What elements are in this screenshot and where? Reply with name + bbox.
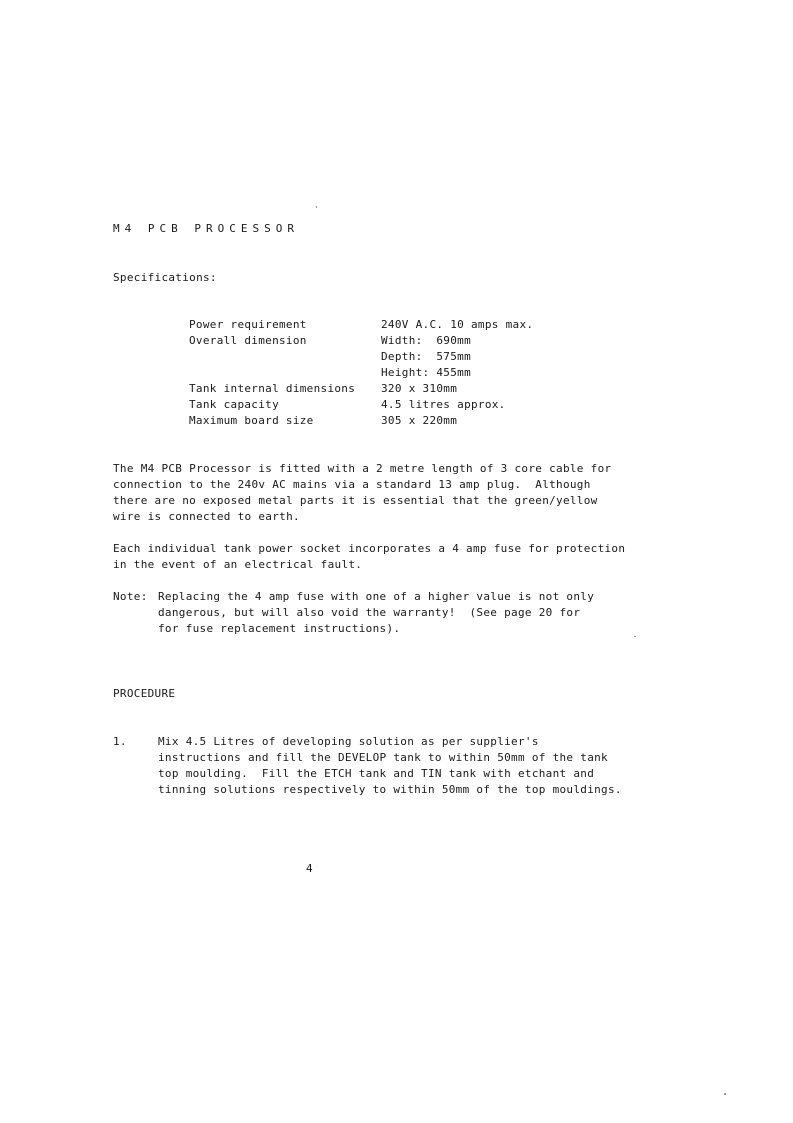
note-label: Note: bbox=[113, 590, 148, 603]
step-line: Mix 4.5 Litres of developing solution as per supplier's bbox=[158, 735, 539, 748]
paragraph-line: there are no exposed metal parts it is essential that the green/yellow bbox=[113, 494, 598, 507]
paragraph-line: Each individual tank power socket incorporates a 4 amp fuse for protection bbox=[113, 542, 626, 555]
spec-label-overall-dimension: Overall dimension bbox=[189, 334, 307, 347]
paragraph-line: The M4 PCB Processor is fitted with a 2 metre length of 3 core cable for bbox=[113, 462, 612, 475]
note-line: dangerous, but will also void the warranty! (See page 20 for bbox=[158, 606, 581, 619]
paragraph-line: wire is connected to earth. bbox=[113, 510, 300, 523]
page-number: 4 bbox=[306, 862, 313, 875]
spec-value-tank-capacity: 4.5 litres approx. bbox=[381, 398, 506, 411]
spec-value-max-board: 305 x 220mm bbox=[381, 414, 458, 427]
specifications-heading: Specifications: bbox=[113, 271, 217, 284]
spec-label-tank-internal: Tank internal dimensions bbox=[189, 382, 356, 395]
scan-speck bbox=[724, 1093, 726, 1095]
note-line: for fuse replacement instructions). bbox=[158, 622, 401, 635]
spec-label-power: Power requirement bbox=[189, 318, 307, 331]
scan-speck bbox=[316, 206, 317, 208]
spec-label-max-board: Maximum board size bbox=[189, 414, 314, 427]
procedure-heading: PROCEDURE bbox=[113, 687, 176, 700]
spec-value-power: 240V A.C. 10 amps max. bbox=[381, 318, 534, 331]
note-line: Replacing the 4 amp fuse with one of a higher value is not only bbox=[158, 590, 595, 603]
scan-speck bbox=[634, 636, 636, 637]
spec-value-tank-internal: 320 x 310mm bbox=[381, 382, 458, 395]
step-line: top moulding. Fill the ETCH tank and TIN tank with etchant and bbox=[158, 767, 595, 780]
step-number: 1. bbox=[113, 735, 127, 748]
spec-value-width: Width: 690mm bbox=[381, 334, 471, 347]
paragraph-line: in the event of an electrical fault. bbox=[113, 558, 363, 571]
spec-label-tank-capacity: Tank capacity bbox=[189, 398, 279, 411]
spec-value-depth: Depth: 575mm bbox=[381, 350, 471, 363]
step-line: instructions and fill the DEVELOP tank to within 50mm of the tank bbox=[158, 751, 608, 764]
step-line: tinning solutions respectively to within 50mm of the top mouldings. bbox=[158, 783, 622, 796]
spec-value-height: Height: 455mm bbox=[381, 366, 471, 379]
paragraph-line: connection to the 240v AC mains via a standard 13 amp plug. Although bbox=[113, 478, 591, 491]
page-title: M4 PCB PROCESSOR bbox=[113, 222, 299, 235]
